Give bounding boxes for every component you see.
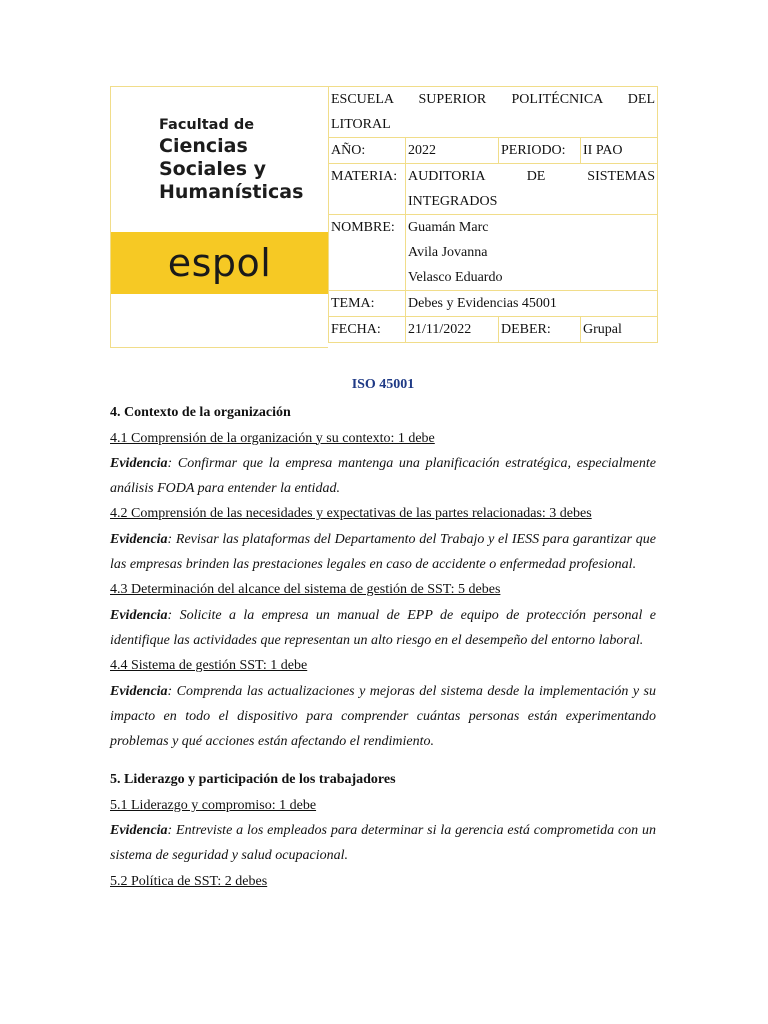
fecha-value: 21/11/2022 xyxy=(406,317,499,343)
evidence-label: Evidencia xyxy=(110,455,168,471)
faculty-name xyxy=(159,115,303,204)
faculty-name-line4: Humanísticas xyxy=(159,181,304,203)
faculty-name-line3: Sociales y xyxy=(159,158,267,180)
materia-label: MATERIA: xyxy=(329,164,406,215)
tema-row xyxy=(329,291,658,317)
subsection-heading: 4.4 Sistema de gestión SST: 1 debe xyxy=(110,658,308,674)
nombre-row xyxy=(329,215,658,291)
evidence-text: : Comprenda las actualizaciones y mejoras del sistema desde la implementación y su impacto en todo el dispositivo para comprender cuántas personas están experimentando problemas y qué acciones están afectando el rendimiento. xyxy=(110,683,656,750)
espol-wordmark: espol xyxy=(167,241,272,285)
evidence-text: : Solicite a la empresa un manual de EPP de equipo de protección personal e identifique las actividades que representan un alto riesgo en el desempeño del entorno laboral. xyxy=(110,607,656,648)
evidence-text: : Entreviste a los empleados para determinar si la gerencia está comprometida con un sistema de seguridad y salud ocupacional. xyxy=(110,823,656,864)
subsection-heading: 5.2 Política de SST: 2 debes xyxy=(110,873,268,889)
anio-row xyxy=(329,138,658,164)
subsection-heading: 4.1 Comprensión de la organización y su contexto: 1 debe xyxy=(110,430,435,446)
faculty-name-line1: Facultad de xyxy=(159,117,255,133)
evidence-label: Evidencia xyxy=(110,683,168,699)
evidence-paragraph xyxy=(110,818,656,869)
institution-line1: ESCUELA SUPERIOR POLITÉCNICA DEL xyxy=(331,92,655,107)
evidence-paragraph xyxy=(110,527,656,578)
materia-row xyxy=(329,164,658,215)
institution-cell xyxy=(329,87,658,138)
anio-value: 2022 xyxy=(406,138,499,164)
evidence-text: : Confirmar que la empresa mantenga una planificación estratégica, especialmente análisis FODA para entender la entidad. xyxy=(110,455,656,497)
evidence-paragraph xyxy=(110,679,656,755)
evidence-label: Evidencia xyxy=(110,531,168,547)
document-title: ISO 45001 xyxy=(351,377,415,392)
deber-label: DEBER: xyxy=(499,317,581,343)
document-body xyxy=(110,372,656,894)
student-name: Guamán Marc xyxy=(408,220,489,235)
faculty-logo xyxy=(110,86,328,348)
evidence-text: : Revisar las plataformas del Departamento del Trabajo y el IESS para garantizar que las empresas brinden las prestaciones legales en caso de accidente o enfermedad profesional. xyxy=(110,531,656,573)
faculty-name-line2: Ciencias xyxy=(159,135,248,157)
periodo-value: II PAO xyxy=(581,138,658,164)
materia-value-line2: INTEGRADOS xyxy=(408,194,498,209)
anio-label: AÑO: xyxy=(329,138,406,164)
section-heading: 5. Liderazgo y participación de los trabajadores xyxy=(110,772,396,788)
evidence-label: Evidencia xyxy=(110,607,168,623)
nombre-label: NOMBRE: xyxy=(329,215,406,291)
fecha-label: FECHA: xyxy=(329,317,406,343)
subsection-heading: 4.3 Determinación del alcance del sistema de gestión de SST: 5 debes xyxy=(110,582,501,598)
subsection-heading: 5.1 Liderazgo y compromiso: 1 debe xyxy=(110,797,317,813)
student-name: Velasco Eduardo xyxy=(408,270,503,285)
fecha-row xyxy=(329,317,658,343)
evidence-paragraph xyxy=(110,451,656,502)
institution-line2: LITORAL xyxy=(331,117,391,132)
evidence-label: Evidencia xyxy=(110,823,168,839)
subsection-heading: 4.2 Comprensión de las necesidades y expectativas de las partes relacionadas: 3 debes xyxy=(110,506,592,522)
periodo-label: PERIODO: xyxy=(499,138,581,164)
tema-value: Debes y Evidencias 45001 xyxy=(406,291,658,317)
materia-value xyxy=(406,164,658,215)
nombre-values xyxy=(406,215,658,291)
deber-value: Grupal xyxy=(581,317,658,343)
materia-value-line1: AUDITORIA DE SISTEMAS xyxy=(408,169,655,184)
espol-logo-band xyxy=(111,232,328,294)
header-info-table xyxy=(328,86,658,343)
tema-label: TEMA: xyxy=(329,291,406,317)
evidence-paragraph xyxy=(110,603,656,654)
student-name: Avila Jovanna xyxy=(408,245,488,260)
institution-row xyxy=(329,87,658,138)
section-heading: 4. Contexto de la organización xyxy=(110,405,291,421)
section-spacer xyxy=(110,754,656,767)
